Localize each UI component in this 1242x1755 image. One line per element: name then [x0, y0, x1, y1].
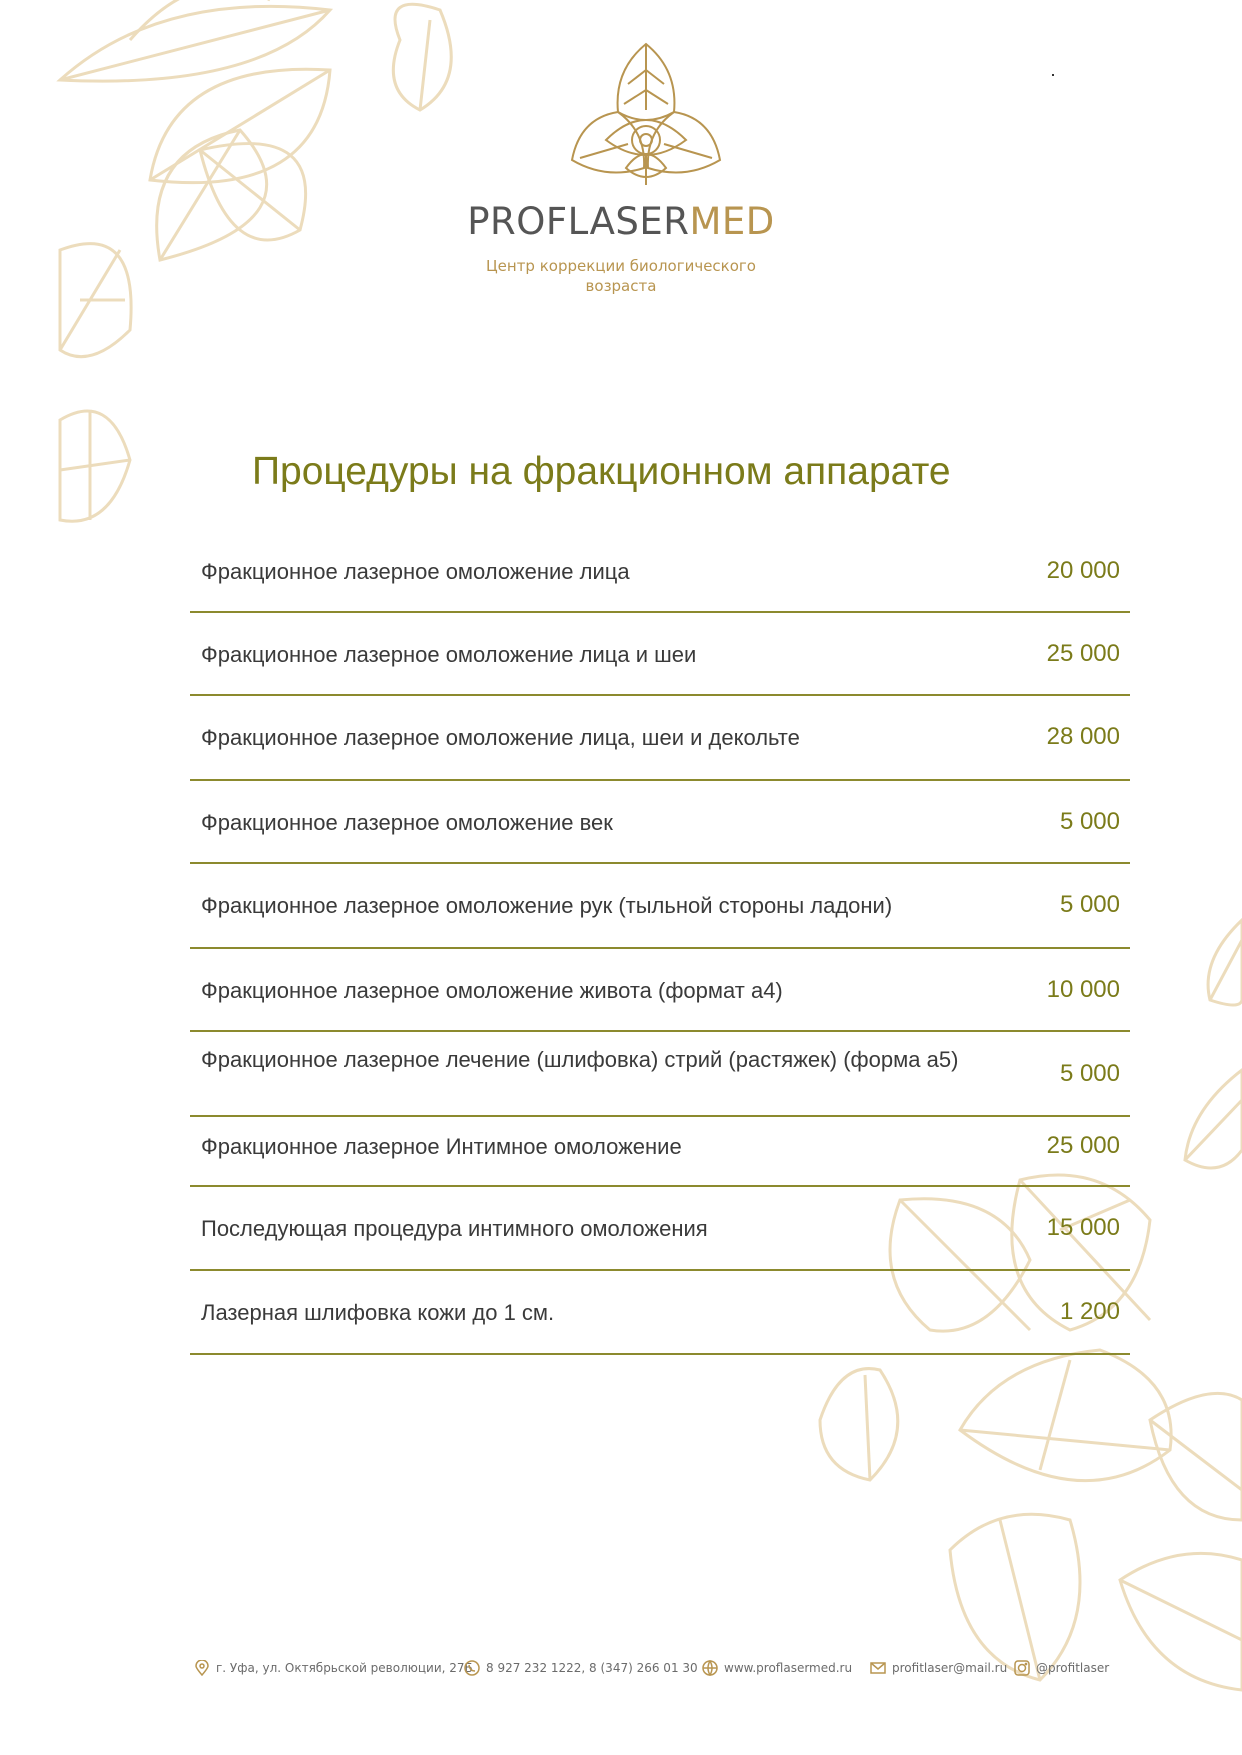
price-row	[190, 1032, 1130, 1117]
brand-name	[421, 200, 821, 243]
procedure-name: Фракционное лазерное лечение (шлифовка) стрий (растяжек) (форма а5)	[201, 1047, 959, 1072]
procedure-price: 10 000	[1046, 976, 1120, 1003]
footer-email[interactable]	[870, 1660, 1007, 1676]
price-row	[190, 613, 1130, 696]
price-row	[190, 696, 1130, 781]
procedure-name: Фракционное лазерное омоложение рук (тыльной стороны ладони)	[201, 893, 893, 918]
lotus-logo-icon	[566, 40, 726, 190]
price-row	[190, 1271, 1130, 1355]
location-pin-icon	[194, 1660, 210, 1676]
footer-contacts	[194, 1660, 1134, 1684]
price-row	[190, 1187, 1130, 1271]
procedure-name: Последующая процедура интимного омоложения	[201, 1216, 708, 1241]
globe-icon	[702, 1660, 718, 1676]
procedure-name: Лазерная шлифовка кожи до 1 см.	[201, 1300, 555, 1325]
instagram-icon	[1014, 1660, 1030, 1676]
phones-text: 8 927 232 1222, 8 (347) 266 01 30	[486, 1661, 698, 1675]
phone-icon	[464, 1660, 480, 1676]
brand-name-prof: PROF	[467, 200, 568, 243]
brand-name-laser: LASER	[567, 200, 690, 243]
procedure-name: Фракционное лазерное омоложение живота (формат а4)	[201, 978, 783, 1003]
procedure-price: 25 000	[1046, 640, 1120, 667]
procedure-name: Фракционное лазерное омоложение лица, шеи и декольте	[201, 725, 800, 750]
address-text: г. Уфа, ул. Октябрьской революции, 27Б	[216, 1661, 473, 1675]
footer-phones[interactable]	[464, 1660, 698, 1676]
procedure-price: 5 000	[1059, 891, 1120, 918]
price-row	[190, 864, 1130, 949]
tagline-line-1: Центр коррекции биологического	[486, 257, 756, 275]
instagram-handle: @profitlaser	[1036, 1661, 1110, 1675]
procedure-price: 28 000	[1046, 723, 1120, 750]
procedure-name: Фракционное лазерное омоложение лица	[201, 559, 630, 584]
footer-website[interactable]	[702, 1660, 852, 1676]
price-row	[190, 1117, 1130, 1187]
price-row	[190, 949, 1130, 1032]
mail-icon	[870, 1660, 886, 1676]
brand-name-med: MED	[689, 200, 775, 243]
procedure-name: Фракционное лазерное Интимное омоложение	[201, 1134, 682, 1159]
procedure-price: 15 000	[1046, 1214, 1120, 1241]
procedure-price: 5 000	[1059, 1060, 1120, 1087]
stray-dot	[1052, 74, 1054, 76]
tagline-line-2: возраста	[585, 277, 657, 295]
email-link: profitlaser@mail.ru	[892, 1661, 1008, 1675]
procedure-price: 20 000	[1046, 557, 1120, 584]
footer-address	[194, 1660, 473, 1676]
price-row	[190, 530, 1130, 613]
website-link: www.proflasermed.ru	[724, 1661, 853, 1675]
price-row	[190, 781, 1130, 864]
procedure-name: Фракционное лазерное омоложение лица и шеи	[201, 642, 697, 667]
footer-instagram[interactable]	[1014, 1660, 1109, 1676]
procedure-price: 5 000	[1059, 808, 1120, 835]
procedure-name: Фракционное лазерное омоложение век	[201, 810, 613, 835]
brand-tagline	[421, 256, 821, 296]
page-title: Процедуры на фракционном аппарате	[252, 450, 951, 493]
procedure-price: 25 000	[1046, 1132, 1120, 1159]
procedure-price: 1 200	[1059, 1298, 1120, 1325]
